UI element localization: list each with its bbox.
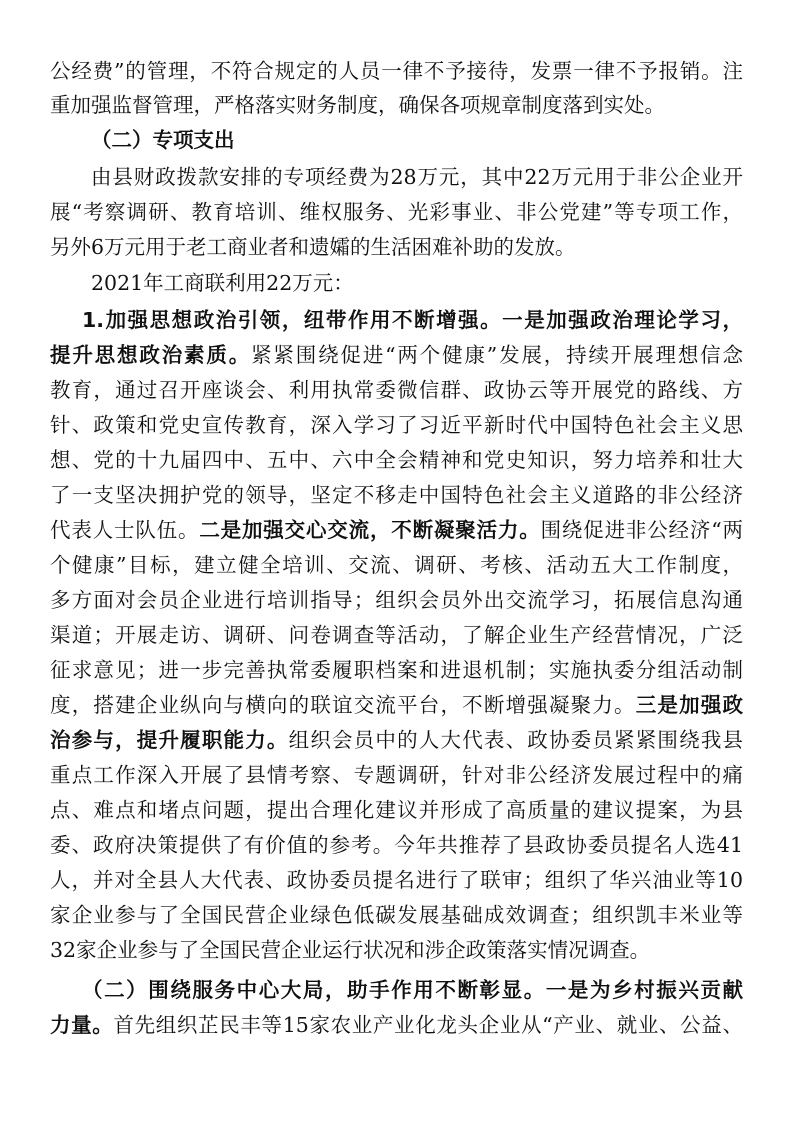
paragraph-line: 展“考察调研、教育培训、维权服务、光彩事业、非公党建”等专项工作，: [50, 200, 743, 224]
paragraph-line: 度，搭建企业纵向与横向的联谊交流平台，不断增强凝聚力。三是加强政: [50, 693, 743, 717]
paragraph-line: 提升思想政治素质。紧紧围绕促进“两个健康”发展，持续开展理想信念: [50, 343, 743, 367]
paragraph-line: [82, 975, 743, 1005]
paragraph-line: 32家企业参与了全国民营企业运行状况和涉企政策落实情况调查。: [50, 938, 651, 962]
paragraph-line: 代表人士队伍。二是加强交心交流，不断凝聚活力。围绕促进非公经济“两: [50, 518, 743, 542]
paragraph-line: 家企业参与了全国民营企业绿色低碳发展基础成效调查；组织凯丰米业等: [50, 903, 743, 927]
bold-phrase: 提升思想政治素质。: [50, 343, 252, 367]
paragraph-line: 针、政策和党史宣传教育，深入学习了习近平新时代中国特色社会主义思: [50, 413, 743, 437]
bold-phrase: 力量。: [50, 1013, 114, 1037]
section-heading: （二）专项支出: [91, 128, 235, 152]
paragraph-line: 教育，通过召开座谈会、利用执常委微信群、政协云等开展党的路线、方: [50, 378, 743, 402]
paragraph-line: 渠道；开展走访、调研、问卷调查等活动，了解企业生产经营情况，广泛: [50, 623, 743, 647]
paragraph-line: 点、难点和堵点问题，提出合理化建议并形成了高质量的建议提案，为县: [50, 798, 743, 822]
bold-phrase: 三是加强政: [635, 693, 743, 717]
bold-phrase: 治参与，提升履职能力。: [50, 728, 289, 752]
paragraph-line: 多方面对会员企业进行培训指导；组织会员外出交流学习，拓展信息沟通: [50, 588, 743, 612]
paragraph-line: 人，并对全县人大代表、政协委员提名进行了联审；组织了华兴油业等10: [50, 868, 743, 892]
paragraph-line: 重加强监督管理，严格落实财务制度，确保各项规章制度落到实处。: [50, 93, 665, 117]
paragraph-line: 公经费”的管理，不符合规定的人员一律不予接待，发票一律不予报销。注: [50, 59, 743, 83]
paragraph-line: 力量。首先组织芷民丰等15家农业产业化龙头企业从“产业、就业、公益、: [50, 1013, 743, 1037]
paragraph-line: 另外6万元用于老工商业者和遗孀的生活困难补助的发放。: [50, 235, 576, 259]
bold-phrase: 一是为乡村振兴贡献: [545, 978, 743, 1002]
paragraph-line: 征求意见；进一步完善执常委履职档案和进退机制；实施执委分组活动制: [50, 658, 743, 682]
paragraph-line: 个健康”目标，建立健全培训、交流、调研、考核、活动五大工作制度，: [50, 553, 743, 577]
bold-phrase: 二是加强交心交流，不断凝聚活力。: [199, 518, 541, 542]
paragraph-line: 重点工作深入开展了县情考察、专题调研，针对非公经济发展过程中的痛: [50, 763, 743, 787]
paragraph-line: 委、政府决策提供了有价值的参考。今年共推荐了县政协委员提名人选41: [50, 833, 743, 857]
bold-phrase: （二）围绕服务中心大局，助手作用不断彰显。: [82, 978, 546, 1002]
paragraph-line: 了一支坚决拥护党的领导，坚定不移走中国特色社会主义道路的非公经济: [50, 483, 743, 507]
bold-heading-line: 1.加强思想政治引领，纽带作用不断增强。一是加强政治理论学习，: [82, 308, 743, 332]
paragraph-line: 2021年工商联利用22万元：: [91, 271, 354, 295]
paragraph-line: 由县财政拨款安排的专项经费为28万元，其中22万元用于非公企业开: [91, 165, 743, 189]
paragraph-line: 想、党的十九届四中、五中、六中全会精神和党史知识，努力培养和壮大: [50, 448, 743, 472]
paragraph-line: 治参与，提升履职能力。组织会员中的人大代表、政协委员紧紧围绕我县: [50, 728, 743, 752]
